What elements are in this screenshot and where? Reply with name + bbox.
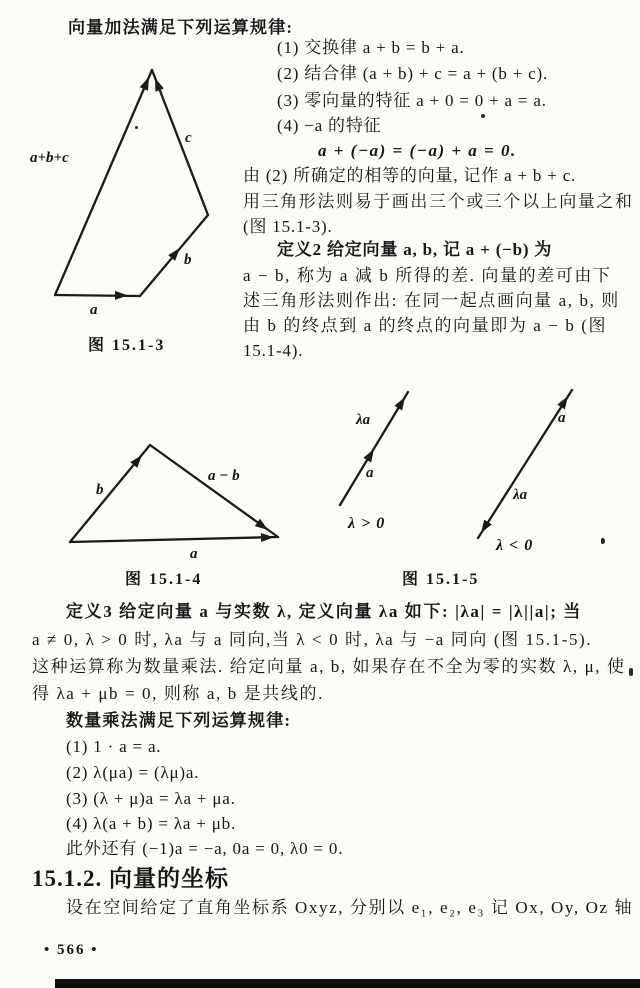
intro-line: 向量加法满足下列运算规律: <box>68 18 294 37</box>
addition-rule-2: (2) 结合律 (a + b) + c = a + (b + c). <box>277 64 549 83</box>
definition3-line: a ≠ 0, λ > 0 时, λa 与 a 同向,当 λ < 0 时, λa 与 −a 同向 (图 15.1-5). <box>32 630 593 649</box>
figure-15-1-3-caption: 图 15.1-3 <box>88 337 166 354</box>
lambda-positive-mid-arrowhead <box>363 447 377 463</box>
label-lambda-a-left: λa <box>356 412 371 428</box>
lambda-negative-top-arrowhead <box>557 394 572 410</box>
section-body-line: 设在空间给定了直角坐标系 Oxyz, 分别以 e₁, e₂, e₃ 记 Ox, Oy, Oz 轴 <box>66 898 634 917</box>
definition3-line: 得 λa + μb = 0, 则称 a, b 是共线的. <box>32 684 324 703</box>
label-b: b <box>184 252 192 268</box>
lambda-positive-top-arrowhead <box>394 395 408 411</box>
definition2-line: 15.1-4). <box>243 341 304 360</box>
paragraph-line: (图 15.1-3). <box>243 217 333 236</box>
scalar-rules-intro: 数量乘法满足下列运算规律: <box>66 711 292 730</box>
definition2-line: 由 b 的终点到 a 的终点的向量即为 a − b (图 <box>243 316 608 335</box>
label-amb: a − b <box>208 468 240 484</box>
scalar-rule-4: (4) λ(a + b) = λa + μb. <box>66 814 236 833</box>
scalar-rules-extra: 此外还有 (−1)a = −a, 0a = 0, λ0 = 0. <box>66 839 344 858</box>
label-c: c <box>185 130 192 146</box>
label-sum: a+b+c <box>30 150 69 166</box>
vector-sum-arrowhead <box>140 75 153 91</box>
label-a-right: a <box>558 410 566 426</box>
lambda-positive-line <box>340 392 408 505</box>
scan-speck <box>629 668 633 676</box>
scalar-rule-1: (1) 1 · a = a. <box>66 737 162 756</box>
definition3-line: 定义3 给定向量 a 与实数 λ, 定义向量 λa 如下: |λa| = |λ||a|; 当 <box>66 602 582 621</box>
label-b: b <box>96 482 104 498</box>
vector-sum-line <box>55 70 152 295</box>
scalar-rule-2: (2) λ(μa) = (λμ)a. <box>66 763 200 782</box>
definition3-line: 这种运算称为数量乘法. 给定向量 a, b, 如果存在不全为零的实数 λ, μ, 使 <box>32 657 626 676</box>
addition-rule-1: (1) 交换律 a + b = b + a. <box>277 38 465 57</box>
addition-rule-4: (4) −a 的特征 <box>277 116 382 135</box>
negative-vector-formula: a + (−a) = (−a) + a = 0. <box>318 141 517 160</box>
figure-15-1-5-caption: 图 15.1-5 <box>402 571 480 588</box>
vector-c-line <box>152 70 208 215</box>
paragraph-line: 由 (2) 所确定的相等的向量, 记作 a + b + c. <box>243 166 577 185</box>
figure-15-1-4-caption: 图 15.1-4 <box>125 571 203 588</box>
scalar-rule-3: (3) (λ + μ)a = λa + μa. <box>66 789 236 808</box>
label-lambda-positive: λ > 0 <box>348 515 386 532</box>
scan-speck <box>601 538 605 544</box>
figure-15-1-3 <box>28 58 248 353</box>
figure-15-1-4 <box>38 418 308 563</box>
paragraph-line: 用三角形法则易于画出三个或三个以上向量之和 <box>243 192 634 211</box>
label-lambda-negative: λ < 0 <box>496 537 534 554</box>
label-a: a <box>190 546 198 562</box>
vector-a-arrowhead <box>115 291 128 300</box>
scan-speck <box>135 126 138 129</box>
scan-edge-artifact <box>55 979 640 988</box>
definition2-line: 述三角形法则作出: 在同一起点画向量 a, b, 则 <box>243 291 620 310</box>
scan-speck <box>481 114 485 118</box>
definition2-line: a − b, 称为 a 减 b 所得的差. 向量的差可由下 <box>243 266 612 285</box>
section-heading: 15.1.2. 向量的坐标 <box>32 866 229 891</box>
page-number: • 566 • <box>44 942 99 958</box>
lambda-negative-bottom-arrowhead <box>477 520 492 536</box>
label-lambda-a-right: λa <box>513 487 528 503</box>
vector-a-line <box>70 537 278 542</box>
figure-15-1-5 <box>332 378 612 573</box>
definition2-line: 定义2 给定向量 a, b, 记 a + (−b) 为 <box>277 240 553 259</box>
addition-rule-3: (3) 零向量的特征 a + 0 = 0 + a = a. <box>277 91 547 110</box>
label-a: a <box>90 302 98 318</box>
label-a-left: a <box>366 465 374 481</box>
vector-c-arrowhead <box>151 76 164 91</box>
